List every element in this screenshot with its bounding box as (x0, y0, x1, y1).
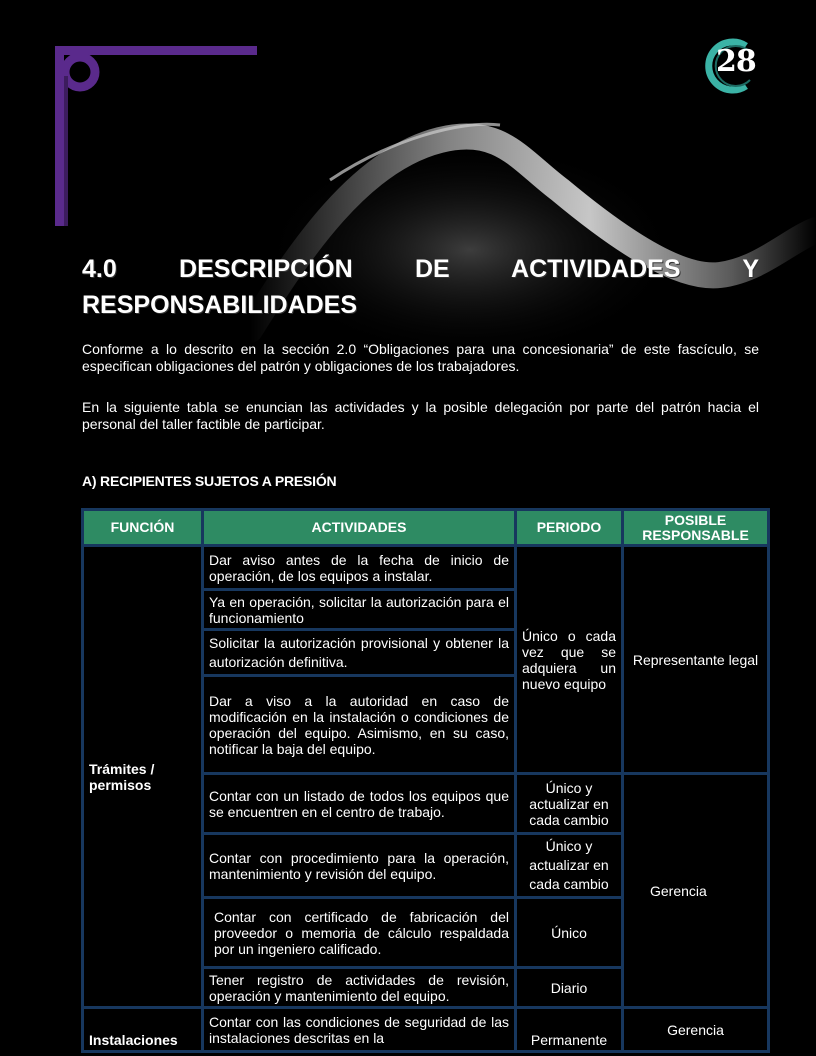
page-number: 28 (716, 44, 756, 79)
function-tramites: Trámites / permisos (83, 546, 203, 1008)
table-header-row (83, 510, 769, 546)
page-number-badge (702, 38, 758, 94)
activity-cell: Contar con certificado de fabricación del proveedor o memoria de cálculo respaldada por un ingeniero calificado. (203, 898, 516, 968)
responsible-merged-cell: Representante legal (623, 546, 769, 774)
activity-cell: Contar con procedimiento para la operación, mantenimiento y revisión del equipo. (203, 834, 516, 898)
activity-cell: Dar aviso antes de la fecha de inicio de operación, de los equipos a instalar. (203, 546, 516, 590)
activity-cell: Dar a viso a la autoridad en caso de modificación en la instalación o condiciones de operación del equipo. Asimismo, en su caso, notificar la baja del equipo. (203, 676, 516, 774)
arc-decoration (250, 124, 816, 360)
activity-cell: Contar con las condiciones de seguridad de las instalaciones descritas en la (203, 1008, 516, 1052)
activity-cell: Contar con un listado de todos los equipos que se encuentren en el centro de trabajo. (203, 774, 516, 834)
activity-cell: Ya en operación, solicitar la autorización para el funcionamiento (203, 590, 516, 630)
activities-table (81, 508, 770, 1053)
header-actividades: ACTIVIDADES (203, 510, 516, 546)
activity-cell: Solicitar la autorización provisional y obtener la autorización definitiva. (203, 630, 516, 676)
table-subtitle: A) RECIPIENTES SUJETOS A PRESIÓN (82, 473, 337, 489)
frame-corner-decoration (55, 46, 257, 226)
period-merged-cell: Único o cada vez que se adquiera un nuevo equipo (516, 546, 623, 774)
intro-paragraph: Conforme a lo descrito en la sección 2.0 “Obligaciones para una concesionaria” de este fascículo, se especifican obligaciones del patrón y obligaciones de los trabajadores. (82, 341, 759, 374)
header-funcion: FUNCIÓN (83, 510, 203, 546)
table-row (83, 1008, 769, 1052)
period-cell: Único (516, 898, 623, 968)
table-row (83, 546, 769, 590)
function-instalaciones: Instalaciones (83, 1008, 203, 1052)
period-cell: Diario (516, 968, 623, 1008)
period-cell: Permanente (516, 1008, 623, 1052)
header-responsable: POSIBLE RESPONSABLE (623, 510, 769, 546)
delegation-paragraph: En la siguiente tabla se enuncian las actividades y la posible delegación por parte del patrón hacia el personal del taller factible de participar. (82, 399, 759, 432)
section-heading: 4.0 DESCRIPCIÓN DE ACTIVIDADES Y RESPONSABILIDADES (82, 255, 759, 319)
header-periodo: PERIODO (516, 510, 623, 546)
responsible-merged-cell: Gerencia (623, 774, 769, 1008)
activity-cell: Tener registro de actividades de revisión, operación y mantenimiento del equipo. (203, 968, 516, 1008)
period-cell: Único y actualizar en cada cambio (516, 834, 623, 898)
period-cell: Único y actualizar en cada cambio (516, 774, 623, 834)
responsible-cell: Gerencia (623, 1008, 769, 1052)
